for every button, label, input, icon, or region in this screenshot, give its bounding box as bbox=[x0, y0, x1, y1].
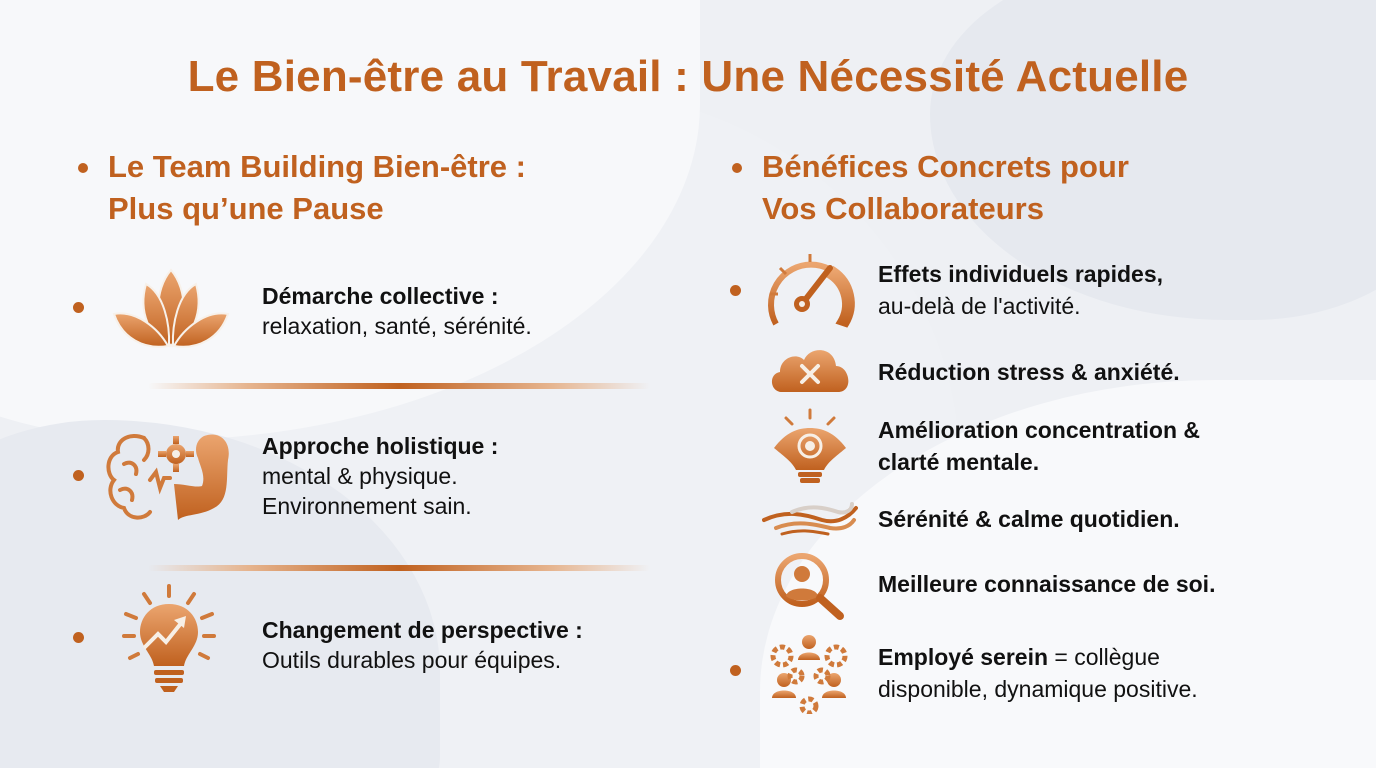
item-title: Approche holistique : bbox=[262, 433, 499, 459]
item-bullet bbox=[730, 285, 741, 296]
left-heading-line1: Le Team Building Bien-être : bbox=[108, 149, 526, 184]
item-title: Amélioration concentration & bbox=[878, 417, 1201, 443]
left-item-2-text bbox=[262, 431, 498, 521]
lightbulb-growth-icon bbox=[122, 584, 216, 694]
cloud-x-icon bbox=[768, 344, 852, 394]
item-inline: = collègue bbox=[1048, 644, 1160, 670]
item-title: Sérénité & calme quotidien. bbox=[878, 506, 1180, 532]
item-bullet bbox=[73, 632, 84, 643]
item-title: Changement de perspective : bbox=[262, 617, 583, 643]
right-item-3-text bbox=[878, 414, 1200, 478]
item-title: Réduction stress & anxiété. bbox=[878, 359, 1180, 385]
item-desc: relaxation, santé, sérénité. bbox=[262, 313, 532, 339]
left-item-1-text bbox=[262, 281, 532, 341]
item-bullet bbox=[73, 470, 84, 481]
right-item-4-text bbox=[878, 503, 1180, 535]
right-item-6-text bbox=[878, 641, 1198, 705]
lightbulb-eye-icon bbox=[772, 408, 848, 484]
brain-muscle-gear-icon bbox=[104, 430, 238, 522]
item-bullet bbox=[73, 302, 84, 313]
right-heading-line1: Bénéfices Concrets pour bbox=[762, 149, 1129, 184]
item-title-2: clarté mentale. bbox=[878, 449, 1040, 475]
left-item-3-text bbox=[262, 615, 583, 675]
right-item-5-text bbox=[878, 568, 1215, 600]
item-desc-2: Environnement sain. bbox=[262, 493, 472, 519]
team-gears-icon bbox=[766, 632, 852, 714]
item-desc: mental & physique. bbox=[262, 463, 458, 489]
item-title: Démarche collective : bbox=[262, 283, 499, 309]
right-item-2-text bbox=[878, 356, 1180, 388]
person-search-icon bbox=[772, 552, 846, 622]
wind-waves-icon bbox=[762, 500, 858, 536]
lotus-icon bbox=[106, 266, 236, 350]
right-item-1-text bbox=[878, 258, 1163, 322]
item-desc: Outils durables pour équipes. bbox=[262, 647, 562, 673]
left-section-heading bbox=[108, 146, 526, 230]
left-heading-line2: Plus qu’une Pause bbox=[108, 191, 384, 226]
item-title: Effets individuels rapides, bbox=[878, 261, 1164, 287]
speedometer-icon bbox=[762, 250, 858, 330]
right-section-heading bbox=[762, 146, 1129, 230]
page-title: Le Bien-être au Travail : Une Nécessité Actuelle bbox=[187, 52, 1189, 101]
divider bbox=[148, 383, 650, 389]
item-bullet bbox=[730, 665, 741, 676]
item-desc: au-delà de l'activité. bbox=[878, 293, 1081, 319]
divider bbox=[148, 565, 650, 571]
heading-bullet bbox=[732, 163, 742, 173]
item-desc: disponible, dynamique positive. bbox=[878, 676, 1198, 702]
item-title: Meilleure connaissance de soi. bbox=[878, 571, 1216, 597]
right-heading-line2: Vos Collaborateurs bbox=[762, 191, 1044, 226]
heading-bullet bbox=[78, 163, 88, 173]
item-title: Employé serein bbox=[878, 644, 1049, 670]
